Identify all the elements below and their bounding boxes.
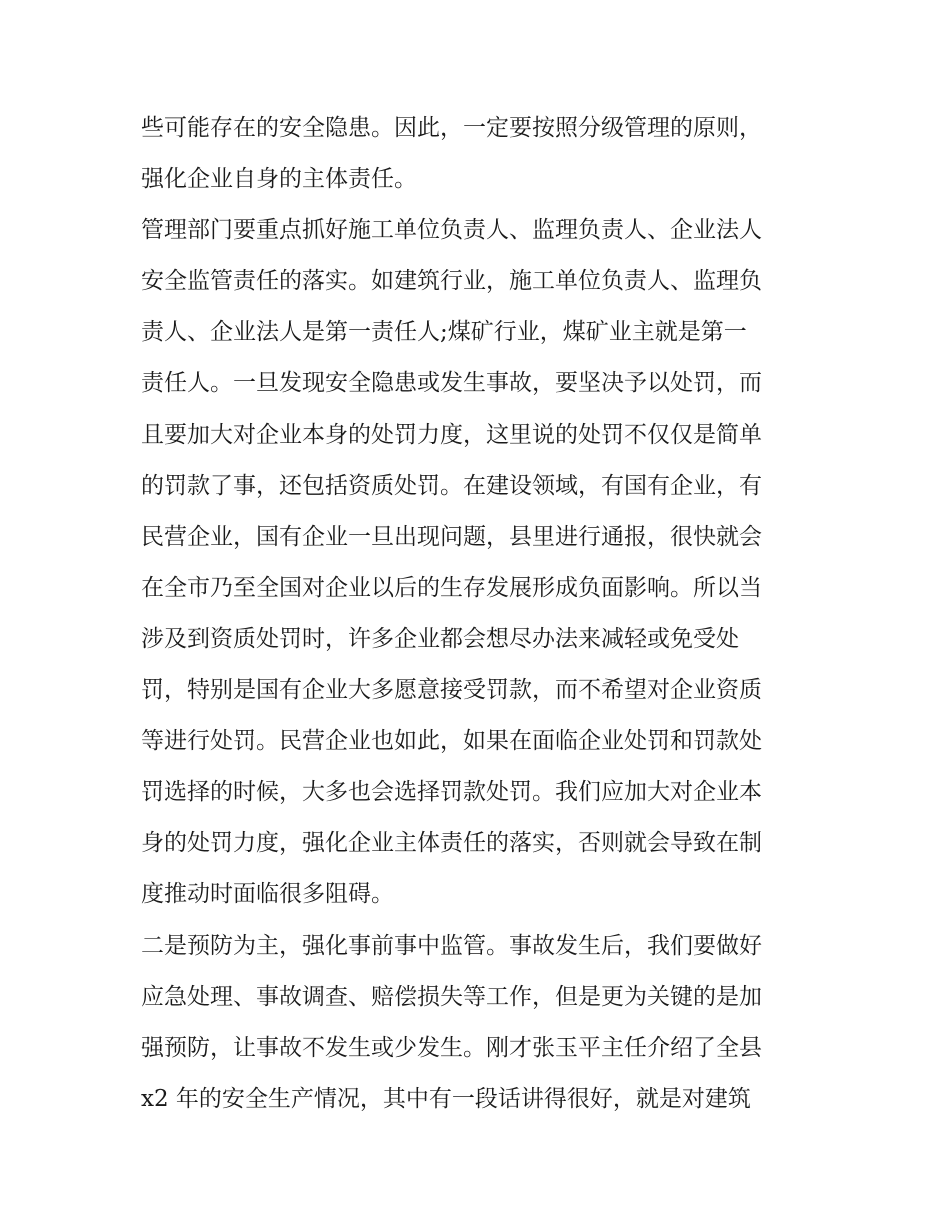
text-line: 强化企业自身的主体责任。 [141, 166, 417, 193]
text-line: 等进行处罚。民营企业也如此，如果在面临企业处罚和罚款处 [141, 728, 762, 755]
body-text [141, 103, 821, 1125]
text-line: 罚选择的时候，大多也会选择罚款处罚。我们应加大对企业本 [141, 779, 762, 806]
text-line: 应急处理、事故调查、赔偿损失等工作，但是更为关键的是加 [141, 983, 762, 1010]
text-line: 责人、企业法人是第一责任人;煤矿行业，煤矿业主就是第一 [141, 319, 747, 346]
text-line: x2 年的安全生产情况，其中有一段话讲得很好，就是对建筑 [141, 1085, 751, 1112]
text-line: 且要加大对企业本身的处罚力度，这里说的处罚不仅仅是简单 [141, 421, 762, 448]
text-line: 身的处罚力度，强化企业主体责任的落实，否则就会导致在制 [141, 830, 762, 857]
text-line: 的罚款了事，还包括资质处罚。在建设领域，有国有企业，有 [141, 472, 762, 499]
text-line: 安全监管责任的落实。如建筑行业，施工单位负责人、监理负 [141, 268, 762, 295]
text-line: 在全市乃至全国对企业以后的生存发展形成负面影响。所以当 [141, 574, 762, 601]
text-line: 民营企业，国有企业一旦出现问题，县里进行通报，很快就会 [141, 523, 762, 550]
text-line: 强预防，让事故不发生或少发生。刚才张玉平主任介绍了全县 [141, 1034, 762, 1061]
text-line: 二是预防为主，强化事前事中监管。事故发生后，我们要做好 [141, 932, 762, 959]
text-line: 涉及到资质处罚时，许多企业都会想尽办法来减轻或免受处 [141, 625, 739, 652]
text-line: 责任人。一旦发现安全隐患或发生事故，要坚决予以处罚，而 [141, 370, 762, 397]
text-line: 些可能存在的安全隐患。因此，一定要按照分级管理的原则， [141, 115, 762, 141]
text-line: 罚，特别是国有企业大多愿意接受罚款，而不希望对企业资质 [141, 677, 762, 704]
text-line: 管理部门要重点抓好施工单位负责人、监理负责人、企业法人 [141, 217, 762, 244]
text-line: 度推动时面临很多阻碍。 [141, 881, 394, 908]
